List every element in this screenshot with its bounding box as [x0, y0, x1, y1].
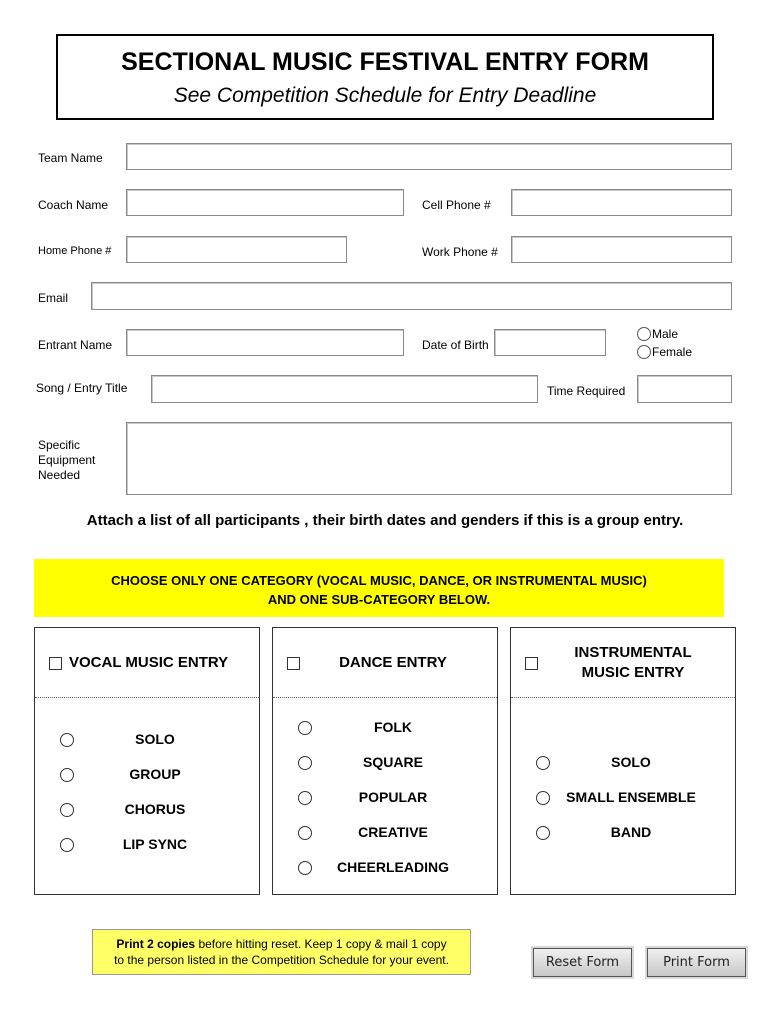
- vocal-lip-sync-label: LIP SYNC: [122, 836, 188, 852]
- vocal-group-radio[interactable]: [60, 768, 74, 782]
- print-form-button[interactable]: Print Form: [647, 948, 746, 977]
- dance-panel: [272, 627, 498, 895]
- dance-folk-radio[interactable]: [298, 721, 312, 735]
- page-title: SECTIONAL MUSIC FESTIVAL ENTRY FORM: [121, 48, 649, 76]
- instrumental-band-radio[interactable]: [536, 826, 550, 840]
- female-label: Female: [652, 345, 693, 359]
- song-title-field[interactable]: [151, 375, 538, 403]
- song-title-label: Song / Entry Title: [36, 381, 128, 395]
- dance-square-radio[interactable]: [298, 756, 312, 770]
- vocal-solo-label: SOLO: [135, 731, 175, 747]
- dance-folk-label: FOLK: [373, 719, 413, 735]
- dance-creative-radio[interactable]: [298, 826, 312, 840]
- vocal-lip-sync-radio[interactable]: [60, 838, 74, 852]
- time-required-label: Time Required: [547, 384, 626, 398]
- work-phone-field[interactable]: [511, 236, 732, 263]
- home-phone-label: Home Phone #: [38, 245, 112, 257]
- entrant-name-label: Entrant Name: [38, 338, 113, 352]
- instrumental-checkbox[interactable]: [525, 657, 538, 670]
- cell-phone-label: Cell Phone #: [422, 198, 491, 212]
- vocal-solo-radio[interactable]: [60, 733, 74, 747]
- dance-checkbox[interactable]: [287, 657, 300, 670]
- dance-title: DANCE ENTRY: [339, 654, 447, 671]
- dance-cheerleading-label: CHEERLEADING: [336, 859, 449, 875]
- dance-square-label: SQUARE: [363, 754, 423, 770]
- instrumental-solo-radio[interactable]: [536, 756, 550, 770]
- home-phone-field[interactable]: [126, 236, 347, 263]
- divider: [511, 697, 735, 698]
- instrumental-band-label: BAND: [610, 824, 652, 840]
- dance-cheerleading-radio[interactable]: [298, 861, 312, 875]
- print-instructions-note: Print 2 copies before hitting reset. Keep 1 copy & mail 1 copy to the person listed in the Competition Schedule for your event.: [92, 929, 471, 975]
- equipment-field[interactable]: [126, 422, 732, 495]
- cell-phone-field[interactable]: [511, 189, 732, 216]
- reset-form-button[interactable]: Reset Form: [533, 948, 632, 977]
- coach-name-label: Coach Name: [38, 198, 109, 212]
- team-name-label: Team Name: [38, 151, 103, 165]
- title-box: [56, 34, 714, 120]
- male-radio[interactable]: [637, 327, 651, 341]
- work-phone-label: Work Phone #: [422, 245, 498, 259]
- vocal-chorus-radio[interactable]: [60, 803, 74, 817]
- print-copies-emphasis: Print 2 copies: [116, 937, 196, 951]
- instrumental-small-ensemble-radio[interactable]: [536, 791, 550, 805]
- dance-creative-label: CREATIVE: [358, 824, 428, 840]
- coach-name-field[interactable]: [126, 189, 404, 216]
- page-subtitle: See Competition Schedule for Entry Deadline: [173, 84, 597, 107]
- equipment-label: Specific Equipment Needed: [38, 438, 96, 482]
- instrumental-panel: [510, 627, 736, 895]
- instrumental-solo-label: SOLO: [611, 754, 651, 770]
- category-instructions: CHOOSE ONLY ONE CATEGORY (VOCAL MUSIC, DANCE, OR INSTRUMENTAL MUSIC) AND ONE SUB-CATEGORY BELOW.: [34, 559, 724, 617]
- vocal-checkbox[interactable]: [49, 657, 62, 670]
- female-radio[interactable]: [637, 345, 651, 359]
- attach-note: Attach a list of all participants , their birth dates and genders if this is a group entry.: [86, 512, 684, 529]
- divider: [273, 697, 497, 698]
- instrumental-small-ensemble-label: SMALL ENSEMBLE: [566, 789, 696, 805]
- entrant-name-field[interactable]: [126, 329, 404, 356]
- vocal-group-label: GROUP: [129, 766, 181, 782]
- divider: [35, 697, 259, 698]
- email-field[interactable]: [91, 282, 732, 310]
- male-label: Male: [652, 327, 679, 341]
- vocal-chorus-label: CHORUS: [124, 801, 186, 817]
- date-of-birth-label: Date of Birth: [422, 338, 489, 352]
- vocal-panel: [34, 627, 260, 895]
- instrumental-title: INSTRUMENTAL MUSIC ENTRY: [574, 644, 692, 681]
- email-label: Email: [38, 291, 69, 305]
- date-of-birth-field[interactable]: [494, 329, 606, 356]
- time-required-field[interactable]: [637, 375, 732, 403]
- dance-popular-label: POPULAR: [358, 789, 428, 805]
- team-name-field[interactable]: [126, 143, 732, 170]
- vocal-title: VOCAL MUSIC ENTRY: [69, 654, 229, 671]
- dance-popular-radio[interactable]: [298, 791, 312, 805]
